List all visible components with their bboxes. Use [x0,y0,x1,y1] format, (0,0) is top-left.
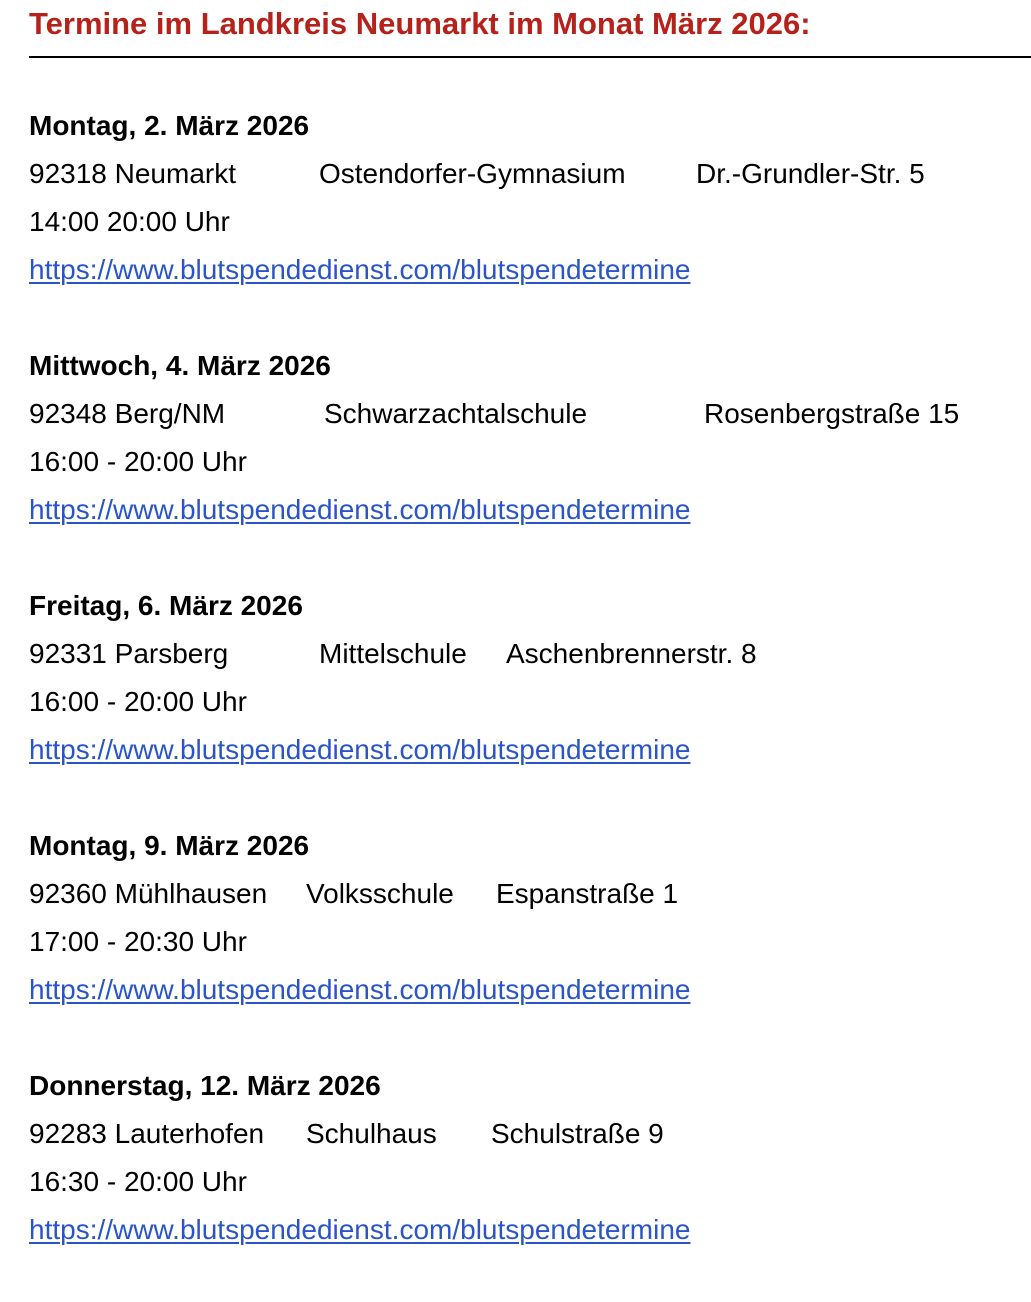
event-venue: Volksschule [306,878,454,909]
event-link[interactable]: https://www.blutspendedienst.com/blutspendetermine [29,974,691,1005]
event-time: 16:30 - 20:00 Uhr [29,1166,247,1197]
event-date: Montag, 9. März 2026 [29,830,310,861]
event-place: 92360 Mühlhausen [29,878,268,909]
event-link[interactable]: https://www.blutspendedienst.com/blutspendetermine [29,494,691,525]
event-location [29,1110,1029,1158]
event-location [29,390,1029,438]
event-link[interactable]: https://www.blutspendedienst.com/blutspendetermine [29,254,691,285]
event-date: Freitag, 6. März 2026 [29,590,303,621]
event-address: Rosenbergstraße 15 [704,398,960,429]
event-place: 92348 Berg/NM [29,398,226,429]
page-title: Termine im Landkreis Neumarkt im Monat März 2026: [29,6,811,41]
event-location [29,630,1029,678]
event-item [29,102,1029,342]
event-address: Aschenbrennerstr. 8 [506,638,757,669]
event-list [29,102,1029,1302]
event-venue: Schwarzachtalschule [324,398,588,429]
event-location [29,870,1029,918]
event-address: Espanstraße 1 [496,878,679,909]
event-venue: Ostendorfer-Gymnasium [319,158,626,189]
event-date: Montag, 2. März 2026 [29,110,310,141]
event-location [29,150,1029,198]
event-address: Schulstraße 9 [491,1118,664,1149]
event-place: 92331 Parsberg [29,638,229,669]
event-address: Dr.-Grundler-Str. 5 [696,158,925,189]
event-venue: Schulhaus [306,1118,437,1149]
event-link[interactable]: https://www.blutspendedienst.com/blutspendetermine [29,734,691,765]
title-divider [29,56,1031,58]
event-time: 16:00 - 20:00 Uhr [29,446,247,477]
event-item [29,1062,1029,1302]
event-venue: Mittelschule [319,638,467,669]
event-link[interactable]: https://www.blutspendedienst.com/blutspendetermine [29,1214,691,1245]
event-date: Mittwoch, 4. März 2026 [29,350,331,381]
event-item [29,582,1029,822]
event-item [29,822,1029,1062]
event-time: 14:00 20:00 Uhr [29,206,230,237]
event-place: 92318 Neumarkt [29,158,237,189]
event-time: 16:00 - 20:00 Uhr [29,686,247,717]
event-time: 17:00 - 20:30 Uhr [29,926,247,957]
event-date: Donnerstag, 12. März 2026 [29,1070,381,1101]
event-place: 92283 Lauterhofen [29,1118,265,1149]
event-item [29,342,1029,582]
